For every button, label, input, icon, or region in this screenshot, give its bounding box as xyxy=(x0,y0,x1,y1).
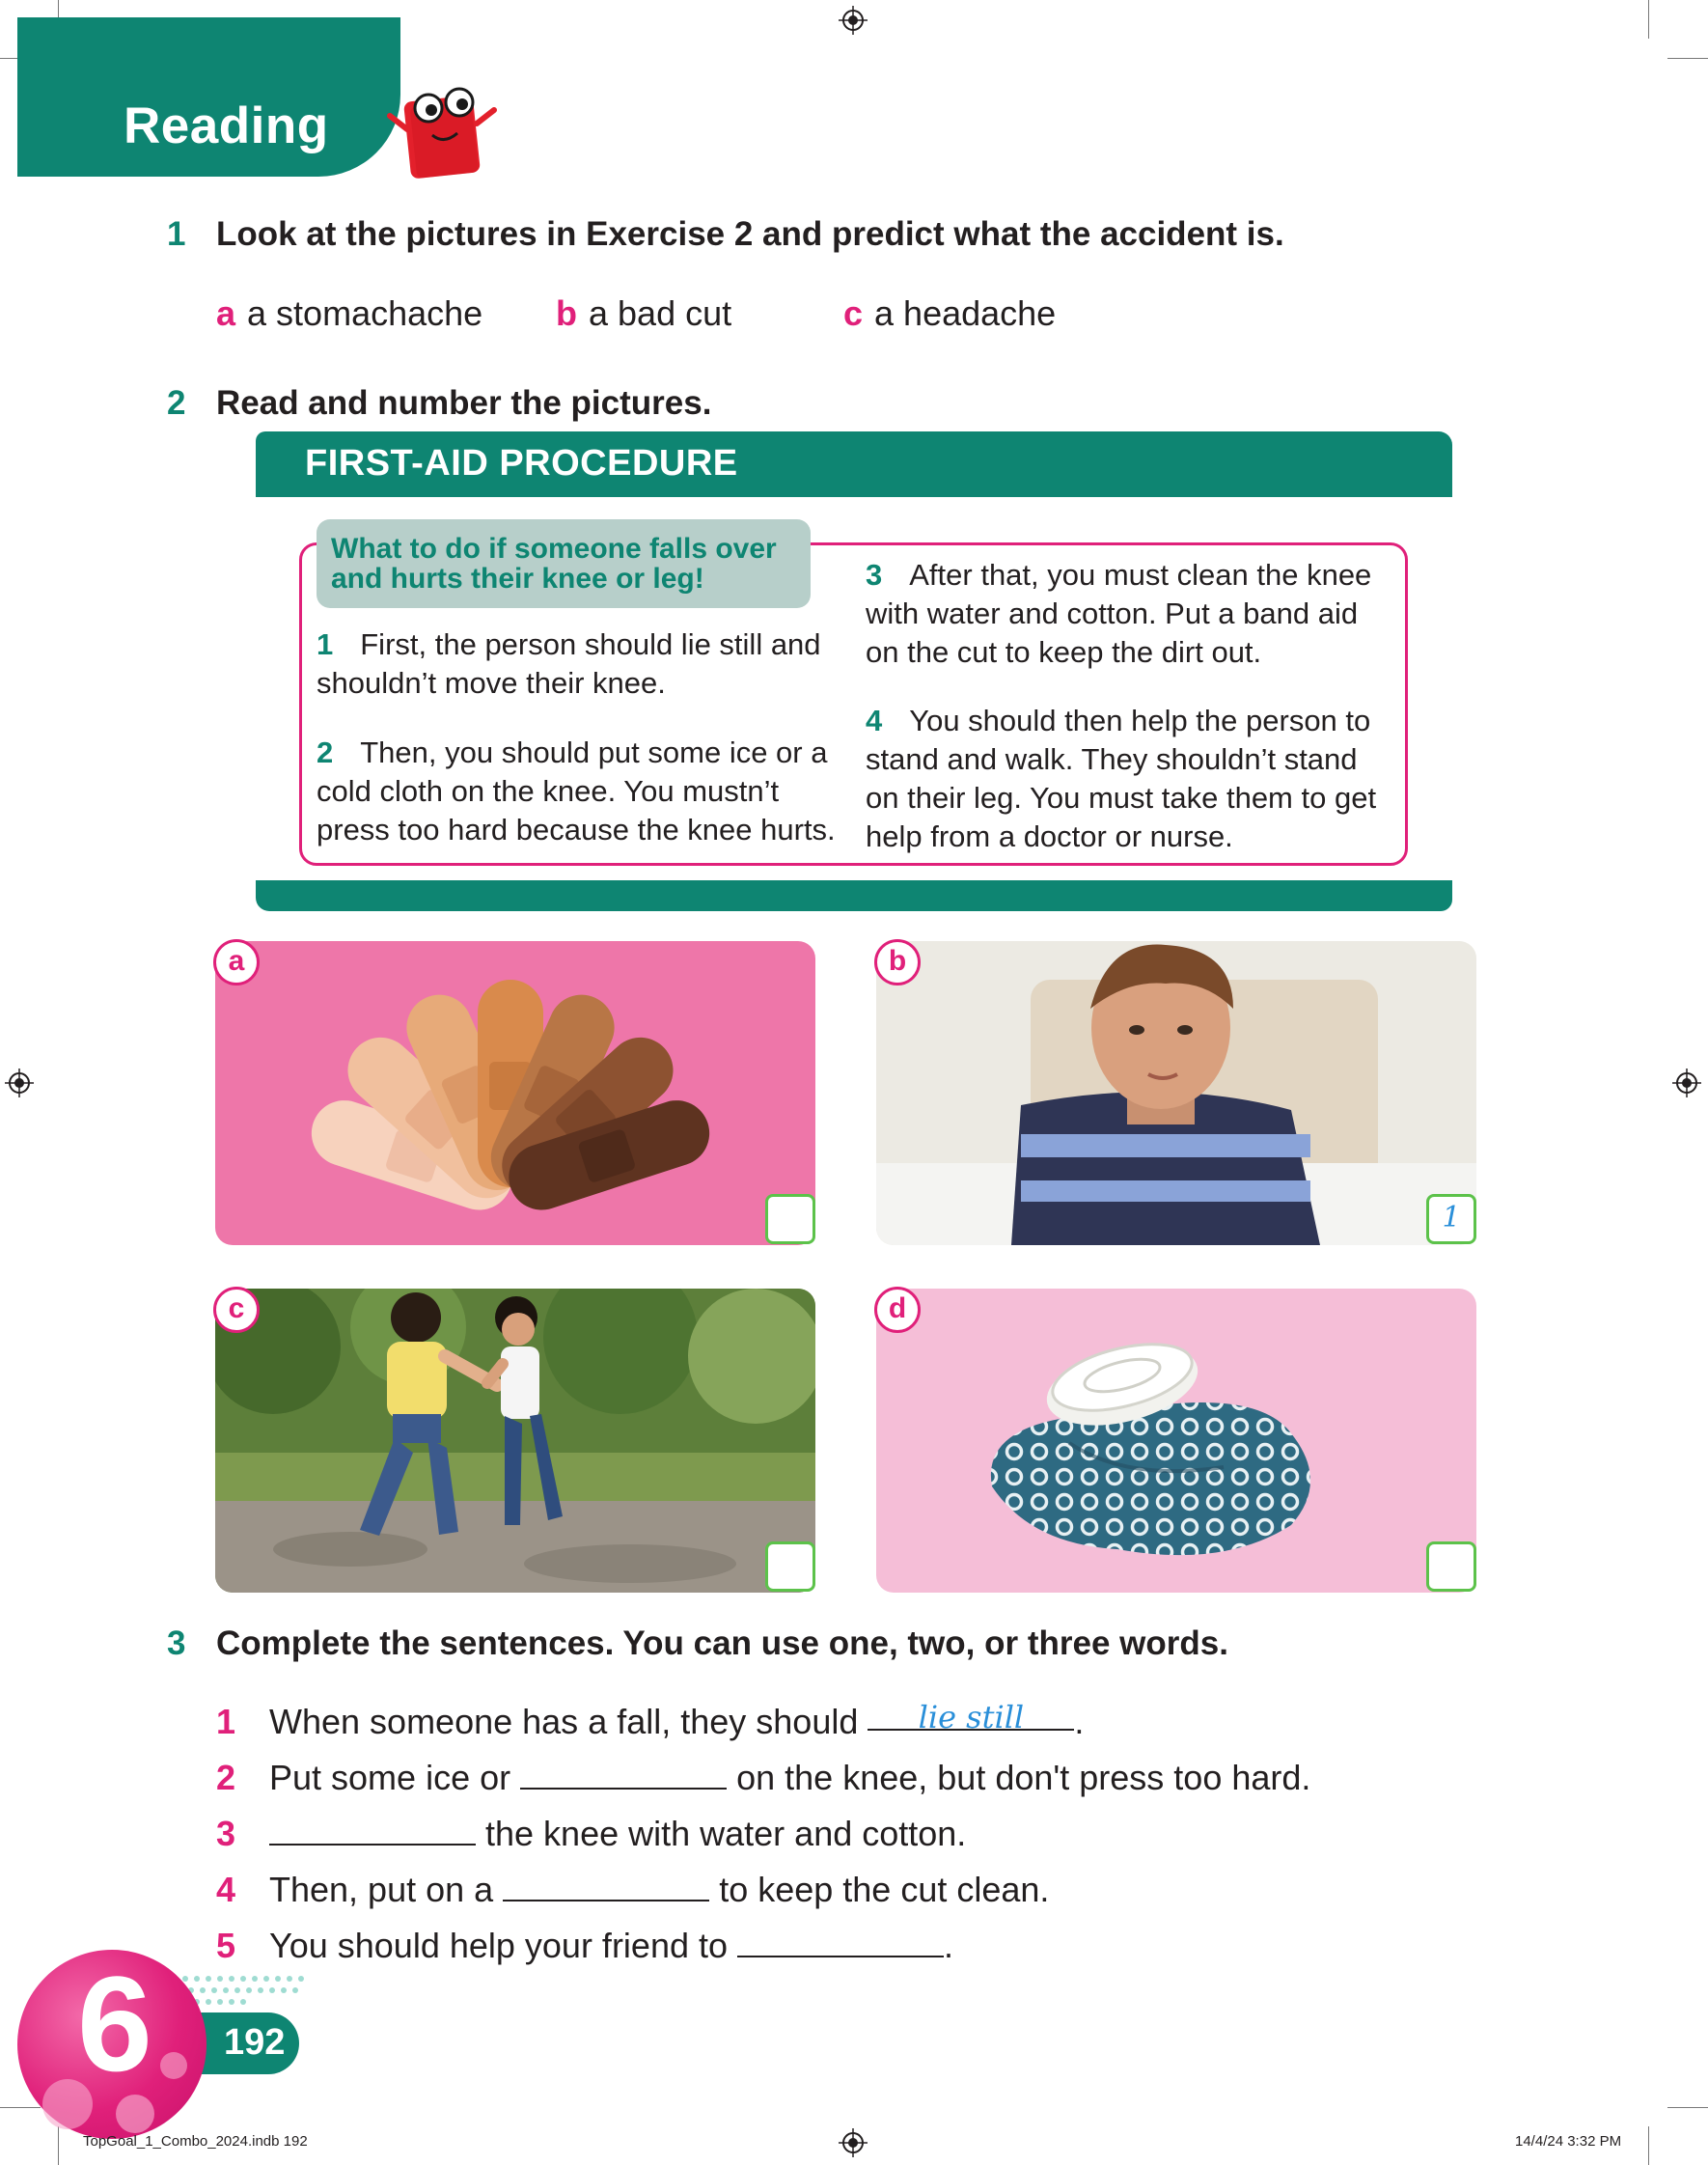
option-text: a stomachache xyxy=(247,293,483,333)
step-number: 1 xyxy=(317,627,334,661)
answer-box[interactable] xyxy=(1426,1541,1476,1592)
sentence xyxy=(216,1870,1049,1910)
answer-blank[interactable] xyxy=(503,1873,709,1901)
sentence-number: 3 xyxy=(216,1814,236,1853)
registration-mark-icon xyxy=(1672,1069,1701,1097)
step-text: Then, you should put some ice or a cold cloth on the knee. You mustn’t press too hard because the knee hurts. xyxy=(317,736,836,847)
sentence-after: . xyxy=(1074,1702,1085,1741)
option-a[interactable] xyxy=(216,293,482,334)
procedure-step xyxy=(317,625,842,703)
picture-d xyxy=(876,1289,1476,1593)
answer-box[interactable] xyxy=(765,1194,815,1244)
sentence-after: . xyxy=(944,1926,954,1965)
sentence-before: Then, put on a xyxy=(269,1870,504,1909)
sentence-after: on the knee, but don't press too hard. xyxy=(727,1758,1311,1797)
option-b[interactable] xyxy=(556,293,731,334)
step-text: You should then help the person to stand and walk. They shouldn’t stand on their leg. You must take them to get help from a doctor or nurse. xyxy=(866,704,1377,853)
sentence-number: 4 xyxy=(216,1870,236,1909)
first-aid-footer-bar xyxy=(256,880,1452,911)
procedure-step xyxy=(317,734,842,849)
crop-mark xyxy=(1648,0,1649,39)
registration-mark-icon xyxy=(5,1069,34,1097)
step-text: After that, you must clean the knee with water and cotton. Put a band aid on the cut to keep the dirt out. xyxy=(866,558,1372,669)
answer-box[interactable]: 1 xyxy=(1426,1194,1476,1244)
picture-letter: d xyxy=(874,1287,921,1333)
exercise-instruction: Read and number the pictures. xyxy=(216,384,712,422)
page-number: 192 xyxy=(224,2022,286,2063)
sentence-before: Put some ice or xyxy=(269,1758,521,1797)
crop-mark xyxy=(1667,58,1708,59)
step-text: First, the person should lie still and shouldn’t move their knee. xyxy=(317,627,821,700)
option-letter: b xyxy=(556,293,577,333)
sentence xyxy=(216,1926,953,1966)
sentence xyxy=(216,1758,1310,1798)
exercise-instruction: Complete the sentences. You can use one, two, or three words. xyxy=(216,1624,1228,1662)
sentence-number: 1 xyxy=(216,1702,236,1741)
option-letter: c xyxy=(843,293,864,333)
sentence-number: 5 xyxy=(216,1926,236,1965)
sentence-before: When someone has a fall, they should xyxy=(269,1702,868,1741)
unit-number: 6 xyxy=(77,1948,152,2099)
picture-letter: c xyxy=(213,1287,260,1333)
boys-outdoors-icon xyxy=(215,1289,815,1593)
option-text: a bad cut xyxy=(589,293,732,333)
crop-mark xyxy=(1667,2107,1708,2108)
picture-c xyxy=(215,1289,815,1593)
picture-b xyxy=(876,941,1476,1245)
crop-mark xyxy=(1648,2126,1649,2165)
sentence xyxy=(216,1814,966,1854)
sentence-after: the knee with water and cotton. xyxy=(476,1814,967,1853)
option-c[interactable] xyxy=(843,293,1056,334)
registration-mark-icon xyxy=(839,6,868,35)
band-aids-icon xyxy=(215,941,815,1245)
picture-a xyxy=(215,941,815,1245)
print-slug-right: 14/4/24 3:32 PM xyxy=(1515,2133,1622,2150)
handwritten-answer: lie still xyxy=(918,1699,1025,1735)
mascot-icon xyxy=(384,81,504,183)
boy-in-bed-icon xyxy=(876,941,1476,1245)
step-number: 3 xyxy=(866,558,883,592)
sentence-before: You should help your friend to xyxy=(269,1926,738,1965)
exercise-instruction: Look at the pictures in Exercise 2 and predict what the accident is. xyxy=(216,215,1284,253)
answer-blank[interactable] xyxy=(868,1699,1074,1735)
answer-blank[interactable] xyxy=(269,1817,476,1846)
answer-blank[interactable] xyxy=(737,1929,944,1957)
procedure-step xyxy=(866,702,1396,856)
procedure-tag-text: What to do if someone falls over and hurts their knee or leg! xyxy=(331,533,777,595)
first-aid-title: FIRST-AID PROCEDURE xyxy=(305,443,738,484)
answer-blank[interactable] xyxy=(520,1761,727,1790)
option-text: a headache xyxy=(874,293,1057,333)
print-slug-left: TopGoal_1_Combo_2024.indb 192 xyxy=(83,2133,308,2150)
registration-mark-icon xyxy=(839,2128,868,2157)
exercise-number: 1 xyxy=(167,215,186,253)
answer-box[interactable] xyxy=(765,1541,815,1592)
picture-letter: b xyxy=(874,939,921,985)
step-number: 2 xyxy=(317,736,334,769)
section-title: Reading xyxy=(124,97,329,154)
step-number: 4 xyxy=(866,704,883,737)
sentence-after: to keep the cut clean. xyxy=(709,1870,1050,1909)
sentence-number: 2 xyxy=(216,1758,236,1797)
option-letter: a xyxy=(216,293,236,333)
picture-letter: a xyxy=(213,939,260,985)
procedure-step xyxy=(866,556,1396,672)
exercise-number: 2 xyxy=(167,384,186,422)
ice-bag-icon xyxy=(876,1289,1476,1593)
exercise-number: 3 xyxy=(167,1624,186,1662)
sentence xyxy=(216,1699,1085,1742)
